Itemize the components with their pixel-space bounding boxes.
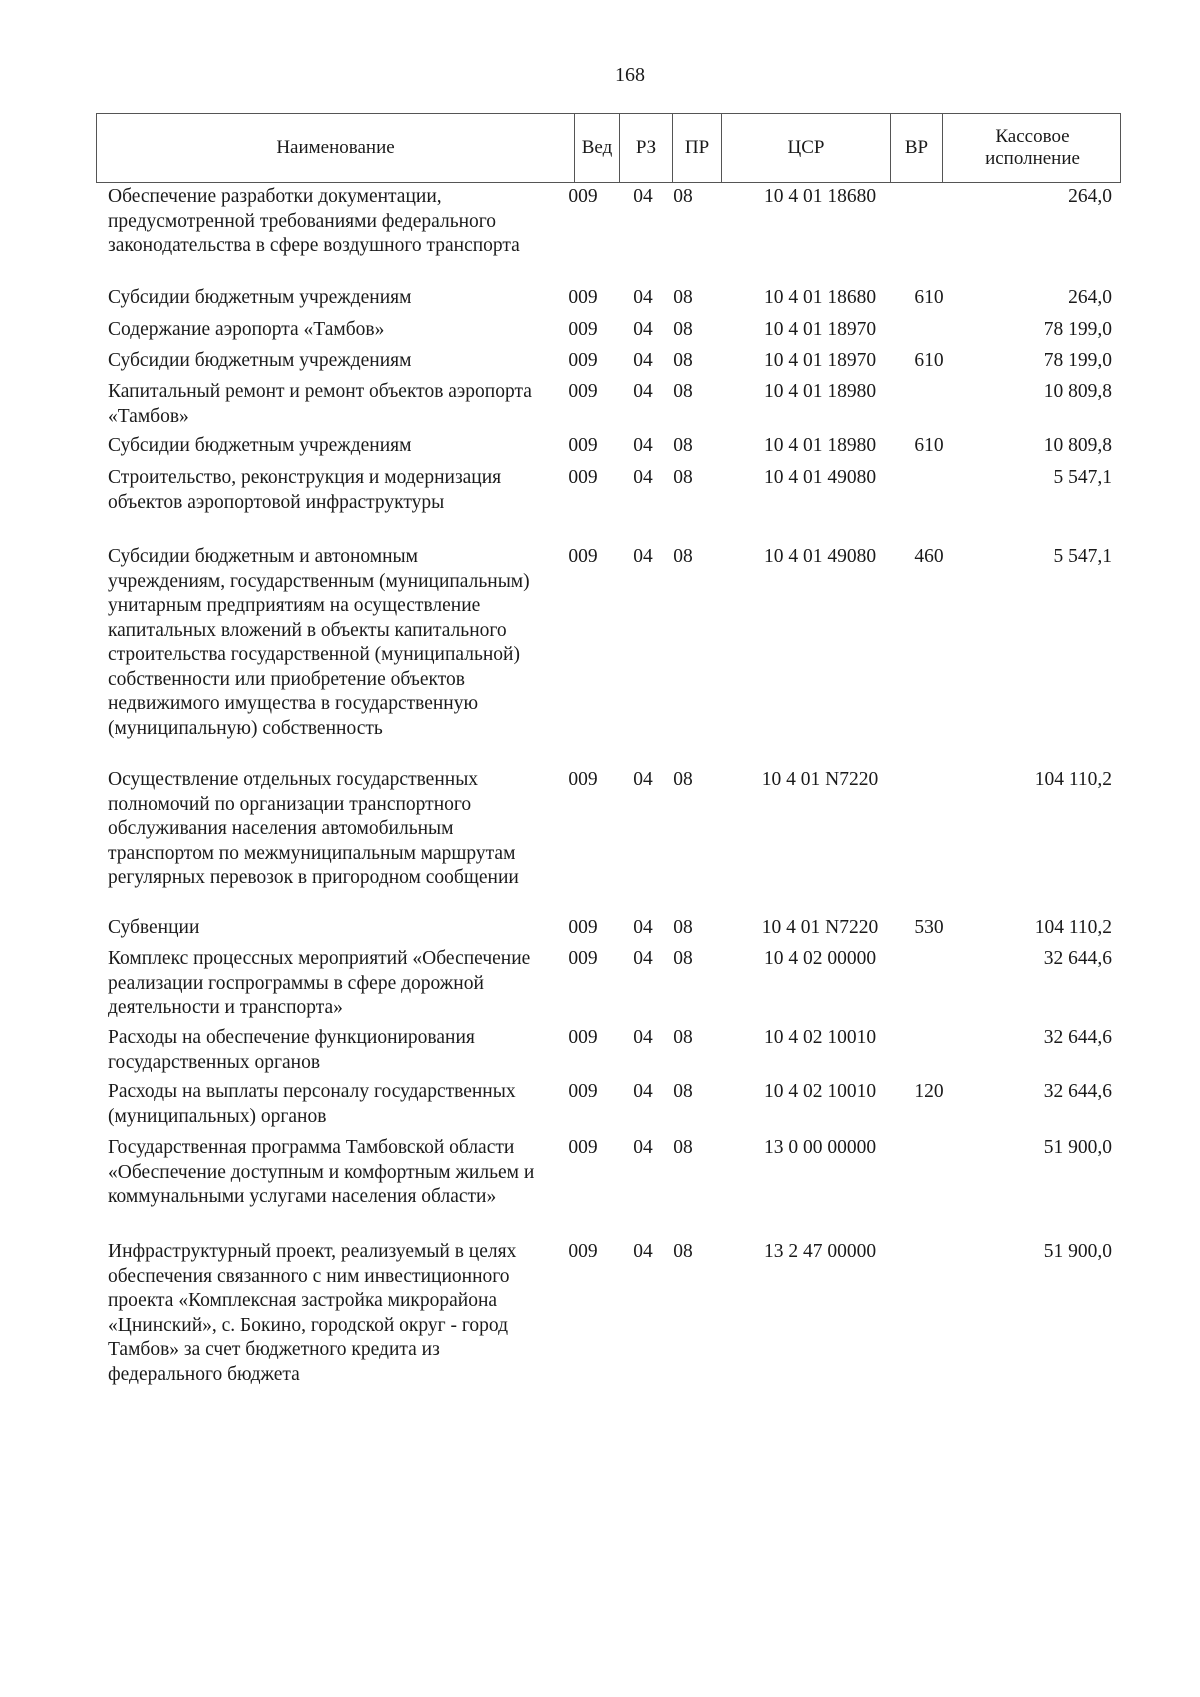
row-csr: 13 2 47 00000 — [763, 1241, 877, 1262]
row-amount: 10 809,8 — [1043, 381, 1112, 402]
row-ved: 009 — [568, 917, 598, 938]
row-csr: 10 4 01 49080 — [763, 467, 877, 488]
row-ved: 009 — [568, 1241, 598, 1262]
page-number: 168 — [615, 64, 645, 86]
row-rz: 04 — [633, 319, 653, 340]
row-name: Субсидии бюджетным и автономным учреждениям, государственным (муниципальным) унитарным предприятиям на осуществление капитальных вложений в объекты капитального строительства государственной (муниципальной) собственности или приобретение объектов недвижимого имущества в государственную (муниципальную) собственность — [108, 546, 530, 739]
row-name: Обеспечение разработки документации, предусмотренной требованиями федерального законодательства в сфере воздушного транспорта — [108, 186, 520, 256]
row-name: Осуществление отдельных государственных полномочий по организации транспортного обслуживания населения автомобильным транспортом по межмуниципальным маршрутам регулярных перевозок в пригородном сообщении — [108, 769, 519, 888]
row-ved: 009 — [568, 319, 598, 340]
header-amount — [942, 114, 1122, 182]
header-ved: Вед — [574, 114, 619, 182]
row-csr: 10 4 01 49080 — [763, 546, 877, 567]
row-name: Субсидии бюджетным учреждениям — [108, 435, 412, 456]
row-csr: 10 4 02 00000 — [763, 948, 877, 969]
row-ved: 009 — [568, 435, 598, 456]
row-amount: 10 809,8 — [1043, 435, 1112, 456]
row-amount: 78 199,0 — [1043, 350, 1112, 371]
row-name: Субвенции — [108, 917, 200, 938]
header-vr: ВР — [890, 114, 942, 182]
row-vr: 610 — [914, 287, 944, 308]
row-name: Государственная программа Тамбовской области «Обеспечение доступным и комфортным жильем и коммунальными услугами населения области» — [108, 1137, 535, 1207]
row-amount: 32 644,6 — [1043, 1081, 1112, 1102]
row-pr: 08 — [673, 1081, 693, 1102]
row-csr: 10 4 01 18970 — [763, 350, 877, 371]
row-csr: 10 4 01 N7220 — [761, 769, 879, 790]
table-header — [96, 113, 1121, 183]
row-pr: 08 — [673, 435, 693, 456]
row-rz: 04 — [633, 435, 653, 456]
row-pr: 08 — [673, 467, 693, 488]
row-csr: 10 4 01 18980 — [763, 381, 877, 402]
row-csr: 10 4 02 10010 — [763, 1027, 877, 1048]
row-rz: 04 — [633, 1137, 653, 1158]
row-csr: 10 4 01 18680 — [763, 287, 877, 308]
header-csr: ЦСР — [721, 114, 890, 182]
row-rz: 04 — [633, 1081, 653, 1102]
header-rz: РЗ — [619, 114, 672, 182]
row-name: Комплекс процессных мероприятий «Обеспечение реализации госпрограммы в сфере дорожной деятельности и транспорта» — [108, 948, 531, 1018]
row-rz: 04 — [633, 186, 653, 207]
row-rz: 04 — [633, 948, 653, 969]
row-amount: 78 199,0 — [1043, 319, 1112, 340]
row-pr: 08 — [673, 1027, 693, 1048]
row-ved: 009 — [568, 381, 598, 402]
row-name: Расходы на обеспечение функционирования государственных органов — [108, 1027, 475, 1073]
row-amount: 104 110,2 — [1034, 917, 1112, 938]
row-amount: 5 547,1 — [1053, 467, 1112, 488]
row-rz: 04 — [633, 350, 653, 371]
row-name: Расходы на выплаты персоналу государственных (муниципальных) органов — [108, 1081, 516, 1127]
row-pr: 08 — [673, 546, 693, 567]
row-csr: 10 4 01 18970 — [763, 319, 877, 340]
row-csr: 13 0 00 00000 — [763, 1137, 877, 1158]
row-ved: 009 — [568, 1081, 598, 1102]
row-ved: 009 — [568, 1137, 598, 1158]
row-amount: 51 900,0 — [1043, 1137, 1112, 1158]
row-pr: 08 — [673, 287, 693, 308]
row-pr: 08 — [673, 769, 693, 790]
row-pr: 08 — [673, 319, 693, 340]
row-name: Капитальный ремонт и ремонт объектов аэропорта «Тамбов» — [108, 381, 532, 427]
header-amount-line2: исполнение — [985, 148, 1080, 169]
row-rz: 04 — [633, 1027, 653, 1048]
header-amount-line1: Кассовое — [995, 126, 1070, 147]
row-rz: 04 — [633, 917, 653, 938]
row-pr: 08 — [673, 1137, 693, 1158]
row-pr: 08 — [673, 948, 693, 969]
row-pr: 08 — [673, 186, 693, 207]
row-pr: 08 — [673, 381, 693, 402]
row-ved: 009 — [568, 948, 598, 969]
row-vr: 610 — [914, 350, 944, 371]
row-rz: 04 — [633, 467, 653, 488]
row-vr: 530 — [914, 917, 944, 938]
row-rz: 04 — [633, 287, 653, 308]
row-ved: 009 — [568, 186, 598, 207]
row-amount: 51 900,0 — [1043, 1241, 1112, 1262]
row-csr: 10 4 01 18980 — [763, 435, 877, 456]
row-name: Содержание аэропорта «Тамбов» — [108, 319, 385, 340]
row-rz: 04 — [633, 381, 653, 402]
row-ved: 009 — [568, 1027, 598, 1048]
row-name: Инфраструктурный проект, реализуемый в целях обеспечения связанного с ним инвестиционного проекта «Комплексная застройка микрорайона «Цнинский», с. Бокино, городской округ - город Тамбов» за счет бюджетного кредита из федерального бюджета — [108, 1241, 517, 1385]
row-pr: 08 — [673, 917, 693, 938]
row-rz: 04 — [633, 769, 653, 790]
row-name: Строительство, реконструкция и модернизация объектов аэропортовой инфраструктуры — [108, 467, 502, 513]
row-vr: 460 — [914, 546, 944, 567]
row-name: Субсидии бюджетным учреждениям — [108, 350, 412, 371]
row-pr: 08 — [673, 350, 693, 371]
row-amount: 32 644,6 — [1043, 948, 1112, 969]
row-amount: 264,0 — [1068, 287, 1112, 308]
row-name: Субсидии бюджетным учреждениям — [108, 287, 412, 308]
row-csr: 10 4 01 18680 — [763, 186, 877, 207]
row-csr: 10 4 01 N7220 — [761, 917, 879, 938]
row-rz: 04 — [633, 1241, 653, 1262]
row-rz: 04 — [633, 546, 653, 567]
header-name: Наименование — [276, 137, 395, 158]
row-ved: 009 — [568, 546, 598, 567]
row-pr: 08 — [673, 1241, 693, 1262]
row-vr: 610 — [914, 435, 944, 456]
row-ved: 009 — [568, 350, 598, 371]
row-amount: 104 110,2 — [1034, 769, 1112, 790]
row-amount: 5 547,1 — [1053, 546, 1112, 567]
row-ved: 009 — [568, 467, 598, 488]
row-vr: 120 — [914, 1081, 944, 1102]
row-csr: 10 4 02 10010 — [763, 1081, 877, 1102]
row-amount: 264,0 — [1068, 186, 1112, 207]
row-ved: 009 — [568, 769, 598, 790]
row-ved: 009 — [568, 287, 598, 308]
header-pr: ПР — [672, 114, 721, 182]
row-amount: 32 644,6 — [1043, 1027, 1112, 1048]
